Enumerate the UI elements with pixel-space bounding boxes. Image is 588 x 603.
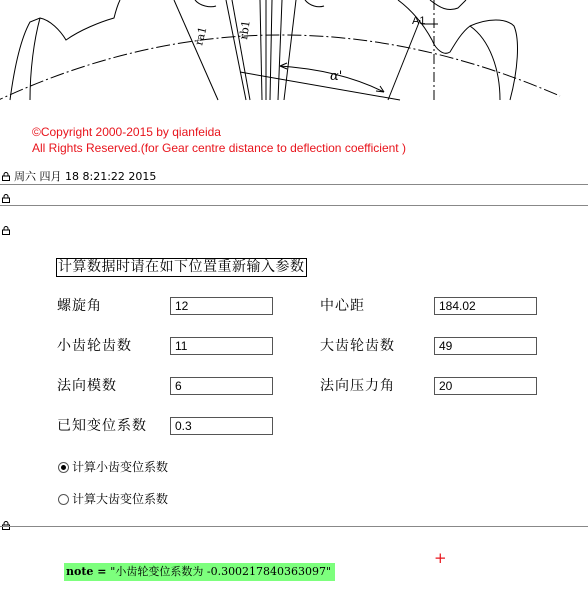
radio-option-pinion[interactable]	[58, 460, 168, 474]
label-alpha: α'	[330, 69, 343, 84]
padlock-icon	[2, 172, 10, 181]
center-distance-label: 中心距	[320, 298, 365, 314]
normal-module-input[interactable]	[170, 377, 273, 395]
known-shift-label: 已知变位系数	[57, 418, 147, 434]
result-key: note =	[66, 565, 111, 578]
gear-tooth-left	[30, 18, 40, 100]
divider	[0, 184, 588, 185]
divider	[0, 526, 588, 527]
result-text: "小齿轮变位系数为 -0.300217840363097"	[110, 565, 332, 578]
marker-cross: +	[434, 549, 447, 567]
radio-option-label: 计算小齿变位系数	[72, 460, 169, 474]
label-ra1: ra1	[192, 25, 210, 47]
form-title: 计算数据时请在如下位置重新输入参数	[58, 259, 305, 275]
divider	[0, 205, 588, 206]
radio-button-selected[interactable]	[58, 462, 69, 473]
pinion-teeth-label: 小齿轮齿数	[57, 338, 132, 354]
pinion-teeth-input[interactable]	[170, 337, 273, 355]
timestamp: 周六 四月 18 8:21:22 2015	[14, 170, 157, 183]
padlock-icon	[2, 194, 10, 203]
gear-teeth-input[interactable]	[434, 337, 537, 355]
known-shift-input[interactable]	[170, 417, 273, 435]
result-note	[64, 563, 335, 581]
padlock-icon	[2, 226, 10, 235]
normal-module-label: 法向模数	[57, 378, 117, 394]
gear-teeth-label: 大齿轮齿数	[320, 338, 395, 354]
copyright-line-2: All Rights Reserved.(for Gear centre distance to deflection coefficient )	[32, 141, 406, 155]
label-rb1: rb1	[237, 19, 253, 41]
radio-option-gear[interactable]	[58, 492, 168, 506]
gear-tooth-profile	[10, 0, 517, 100]
center-distance-input[interactable]	[434, 297, 537, 315]
helix-angle-input[interactable]	[170, 297, 273, 315]
label-a1: A1	[412, 15, 426, 27]
radio-option-label: 计算大齿变位系数	[72, 492, 169, 506]
normal-pressure-angle-input[interactable]	[434, 377, 537, 395]
radio-button[interactable]	[58, 494, 69, 505]
gear-tooth-right	[470, 26, 500, 100]
copyright-line-1: ©Copyright 2000-2015 by qianfeida	[32, 125, 221, 139]
helix-angle-label: 螺旋角	[57, 298, 102, 314]
normal-pressure-angle-label: 法向压力角	[320, 378, 395, 394]
gear-drawing	[0, 0, 588, 106]
gear-top-tooth	[430, 0, 466, 10]
